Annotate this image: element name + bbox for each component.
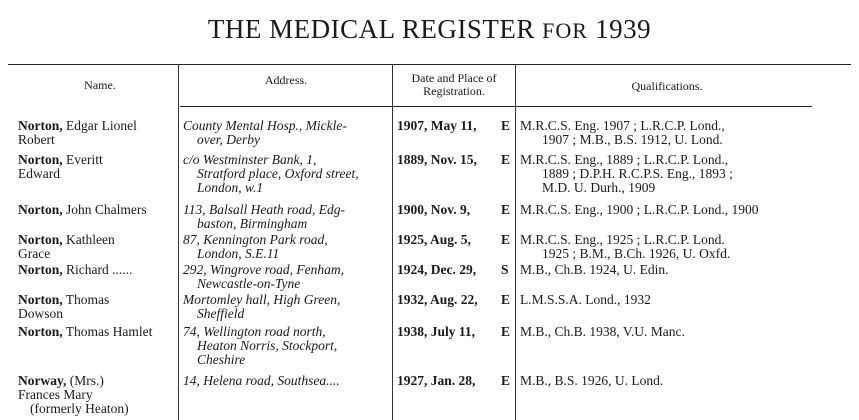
entry-address [183,325,389,367]
header-bottom-rule [180,106,812,107]
entry-address [183,293,389,321]
entry-qualification-line: M.D. U. Durh., 1909 [542,180,656,195]
entry-name [18,203,178,217]
entry-name [18,119,178,147]
entry-forename: (Mrs.) [69,373,104,388]
entry-qualifications [520,293,855,307]
entry-registration [397,263,515,277]
column-header-name: Name. [84,78,116,92]
entry-name-line: (formerly Heaton) [30,401,129,416]
title-main: THE MEDICAL REGISTER [207,14,535,44]
entry-surname: Norton, [18,202,63,217]
entry-qualification-line: M.R.C.S. Eng., 1889 ; L.R.C.P. Lond., [520,152,729,167]
entry-qualifications [520,233,855,261]
entry-qualification-line: 1925 ; B.M., B.Ch. 1926, U. Oxfd. [542,246,731,261]
entry-surname: Norton, [18,232,63,247]
entry-registration [397,153,515,167]
entry-place: E [501,232,511,247]
column-header-date [394,72,514,98]
entry-address-line: 74, Wellington road north, [183,324,326,339]
column-header-date-line2: Registration. [423,84,485,98]
entry-name-line: Grace [18,246,51,261]
entry-qualification-line: M.B., Ch.B. 1924, U. Edin. [520,262,669,277]
entry-name-line: Frances Mary [18,387,93,402]
entry-address [183,153,389,195]
entry-place: E [501,324,511,339]
entry-address-line: Stratford place, Oxford street, [197,166,359,181]
entry-date: 1927, Jan. 28, [397,373,476,388]
entry-place: E [501,152,511,167]
entry-place: E [501,118,511,133]
entry-address-line: London, w.1 [197,180,264,195]
entry-address-line: baston, Birmingham [197,216,308,231]
entry-qualification-line: M.B., B.S. 1926, U. Lond. [520,373,664,388]
entry-qualifications [520,374,855,388]
entry-address-line: Sheffield [197,306,245,321]
entry-address [183,203,389,231]
entry-surname: Norton, [18,118,63,133]
entry-qualifications [520,119,855,147]
entry-qualification-line: M.R.C.S. Eng., 1925 ; L.R.C.P. Lond. [520,232,725,247]
entry-forename: John Chalmers [66,202,147,217]
entry-date: 1889, Nov. 15, [397,152,477,167]
title-year: 1939 [595,14,652,44]
entry-address-line: Mortomley hall, High Green, [183,292,341,307]
entry-registration [397,203,515,217]
entry-name-line: Dowson [18,306,64,321]
header-top-rule [8,64,851,65]
entry-name [18,293,178,321]
entry-date: 1907, May 11, [397,118,477,133]
column-divider-address [392,64,393,420]
entry-date: 1924, Dec. 29, [397,262,477,277]
entry-name-line: Robert [18,132,55,147]
entry-name [18,325,178,339]
entry-surname: Norton, [18,324,63,339]
entry-date: 1932, Aug. 22, [397,292,478,307]
entry-date: 1900, Nov. 9, [397,202,471,217]
entry-qualifications [520,325,855,339]
entry-address-line: County Mental Hosp., Mickle- [183,118,347,133]
entry-address [183,263,389,291]
entry-date: 1925, Aug. 5, [397,232,471,247]
title-for: FOR [542,18,588,43]
entry-registration [397,374,515,388]
entry-registration [397,119,515,133]
entry-address-line: 292, Wingrove road, Fenham, [183,262,344,277]
column-header-date-line1: Date and Place of [411,71,497,85]
entry-forename: Everitt [66,152,103,167]
entry-qualifications [520,263,855,277]
entry-address-line: 14, Helena road, Southsea.... [183,373,340,388]
page-title [0,14,859,45]
entry-surname: Norway, [18,373,67,388]
entry-name [18,263,178,277]
entry-qualification-line: M.R.C.S. Eng. 1907 ; L.R.C.P. Lond., [520,118,725,133]
entry-address-line: London, S.E.11 [197,246,280,261]
entry-address-line: over, Derby [197,132,260,147]
entry-registration [397,233,515,247]
entry-forename: Edgar Lionel [66,118,137,133]
entry-forename: Thomas [65,292,110,307]
entry-name [18,374,178,416]
entry-address-line: Heaton Norris, Stockport, [197,338,338,353]
entry-address [183,233,389,261]
entry-place: S [501,262,509,277]
entry-qualification-line: M.R.C.S. Eng., 1900 ; L.R.C.P. Lond., 1900 [520,202,759,217]
entry-address-line: 87, Kennington Park road, [183,232,328,247]
column-divider-date [515,64,516,420]
entry-registration [397,325,515,339]
entry-name [18,153,178,181]
entry-address-line: Cheshire [197,352,246,367]
entry-address-line: c/o Westminster Bank, 1, [183,152,317,167]
entry-qualifications [520,203,855,217]
entry-registration [397,293,515,307]
entry-surname: Norton, [18,152,63,167]
entry-surname: Norton, [18,292,63,307]
entry-place: E [501,292,511,307]
entry-qualification-line: 1889 ; D.P.H. R.C.P.S. Eng., 1893 ; [542,166,733,181]
column-header-qualifications: Qualifications. [631,79,703,93]
entry-name-line: Edward [18,166,60,181]
entry-address-line: 113, Balsall Heath road, Edg- [183,202,345,217]
entry-address [183,374,389,388]
entry-qualification-line: M.B., Ch.B. 1938, V.U. Manc. [520,324,685,339]
entry-forename: Richard ...... [66,262,133,277]
entry-forename: Kathleen [66,232,115,247]
entry-name [18,233,178,261]
entry-address [183,119,389,147]
column-header-address: Address. [264,73,308,87]
entry-place: E [501,373,511,388]
entry-address-line: Newcastle-on-Tyne [197,276,301,291]
entry-surname: Norton, [18,262,63,277]
entry-qualifications [520,153,855,195]
entry-forename: Thomas Hamlet [65,324,153,339]
entry-qualification-line: L.M.S.S.A. Lond., 1932 [520,292,651,307]
column-divider-name [178,64,179,420]
entry-qualification-line: 1907 ; M.B., B.S. 1912, U. Lond. [542,132,723,147]
entry-date: 1938, July 11, [397,324,476,339]
entry-place: E [501,202,511,217]
